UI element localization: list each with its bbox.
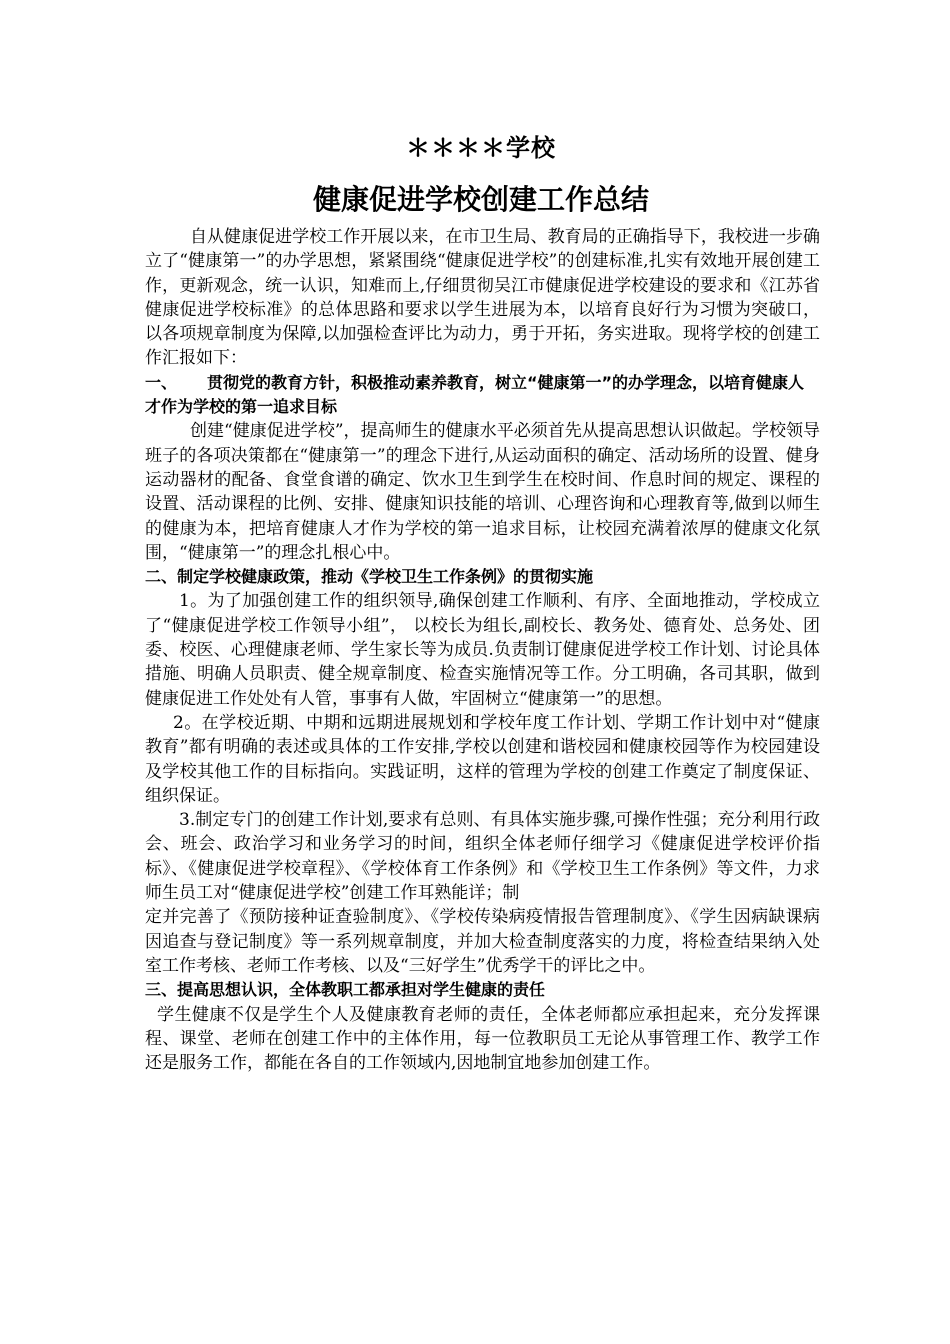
school-name: ＊＊＊＊学校 (406, 134, 556, 162)
section-2-paragraph-2: 2。在学校近期、中期和远期进展规划和学校年度工作计划、学期工作计划中对“健康教育”都有明确的表述或具体的工作安排,学校以创建和谐校园和健康校园等作为校园建设及学校其他工作的目标指向。实践证明，这样的管理为学校的创建工作奠定了制度保证、组织保证。 (145, 712, 820, 806)
intro-paragraph: 自从健康促进学校工作开展以来，在市卫生局、教育局的正确指导下，我校进一步确立了“健康第一”的办学思想，紧紧围绕“健康促进学校”的创建标准,扎实有效地开展创建工作，更新观念，统一认识，知难而上,仔细贯彻吴江市健康促进学校建设的要求和《江苏省健康促进学校标准》的总体思路和要求以学生进展为本，以培育良好行为习惯为突破口，以各项规章制度为保障,以加强检查评比为动力，勇于开拓，务实进取。现将学校的创建工作汇报如下： (145, 227, 820, 369)
section-3-paragraph-1: 学生健康不仅是学生个人及健康教育老师的责任，全体老师都应承担起来，充分发挥课程、课堂、老师在创建工作中的主体作用，每一位教职员工无论从事管理工作、教学工作还是服务工作，都能在各自的工作领域内,因地制宜地参加创建工作。 (145, 1004, 820, 1074)
section-2-paragraph-1: 1。为了加强创建工作的组织领导,确保创建工作顺利、有序、全面地推动，学校成立了“健康促进学校工作领导小组”， 以校长为组长,副校长、教务处、德育处、总务处、团委、校医、心理健康老师、学生家长等为成员.负责制订健康促进学校工作计划、讨论具体措施、明确人员职责、健全规章制度、检查实施情况等工作。分工明确，各司其职，做到健康促进工作处处有人管，事事有人做，牢固树立“健康第一”的思想。 (145, 591, 820, 709)
section-1-heading (145, 371, 820, 420)
section-1-heading-text: 贯彻党的教育方针，积极推动素养教育，树立“健康第一”的办学理念，以培育健康人才作为学校的第一追求目标 (145, 372, 805, 417)
document-body (145, 225, 820, 1075)
section-1-paragraph-1: 创建“健康促进学校”，提高师生的健康水平必须首先从提高思想认识做起。学校领导班子的各项决策都在“健康第一”的理念下进行,从运动面积的确定、活动场所的设置、健身运动器材的配备、食堂食谱的确定、饮水卫生到学生在校时间、作息时间的规定、课程的设置、活动课程的比例、安排、健康知识技能的培训、心理咨询和心理教育等,做到以师生的健康为本，把培育健康人才作为学校的第一追求目标，让校园充满着浓厚的健康文化氛围，“健康第一”的理念扎根心中。 (145, 421, 820, 563)
document-title: 健康促进学校创建工作总结 (312, 183, 649, 216)
section-3-heading: 三、提高思想认识，全体教职工都承担对学生健康的责任 (145, 980, 546, 1000)
section-2-paragraph-4: 定并完善了《预防接种证查验制度》、《学校传染病疫情报告管理制度》、《学生因病缺课病因追查与登记制度》等一系列规章制度，并加大检查制度落实的力度，将检查结果纳入处室工作考核、老师工作考核、以及“三好学生”优秀学干的评比之中。 (145, 907, 820, 976)
section-2-heading: 二、制定学校健康政策，推动《学校卫生工作条例》的贯彻实施 (145, 567, 594, 587)
section-1-number: 一、 (145, 372, 178, 392)
section-2-paragraph-3: 3.制定专门的创建工作计划,要求有总则、有具体实施步骤,可操作性强；充分利用行政会、班会、政治学习和业务学习的时间，组织全体老师仔细学习《健康促进学校评价指标》、《健康促进学校章程》、《学校体育工作条例》和《学校卫生工作条例》等文件，力求师生员工对“健康促进学校”创建工作耳熟能详；制 (145, 810, 820, 904)
